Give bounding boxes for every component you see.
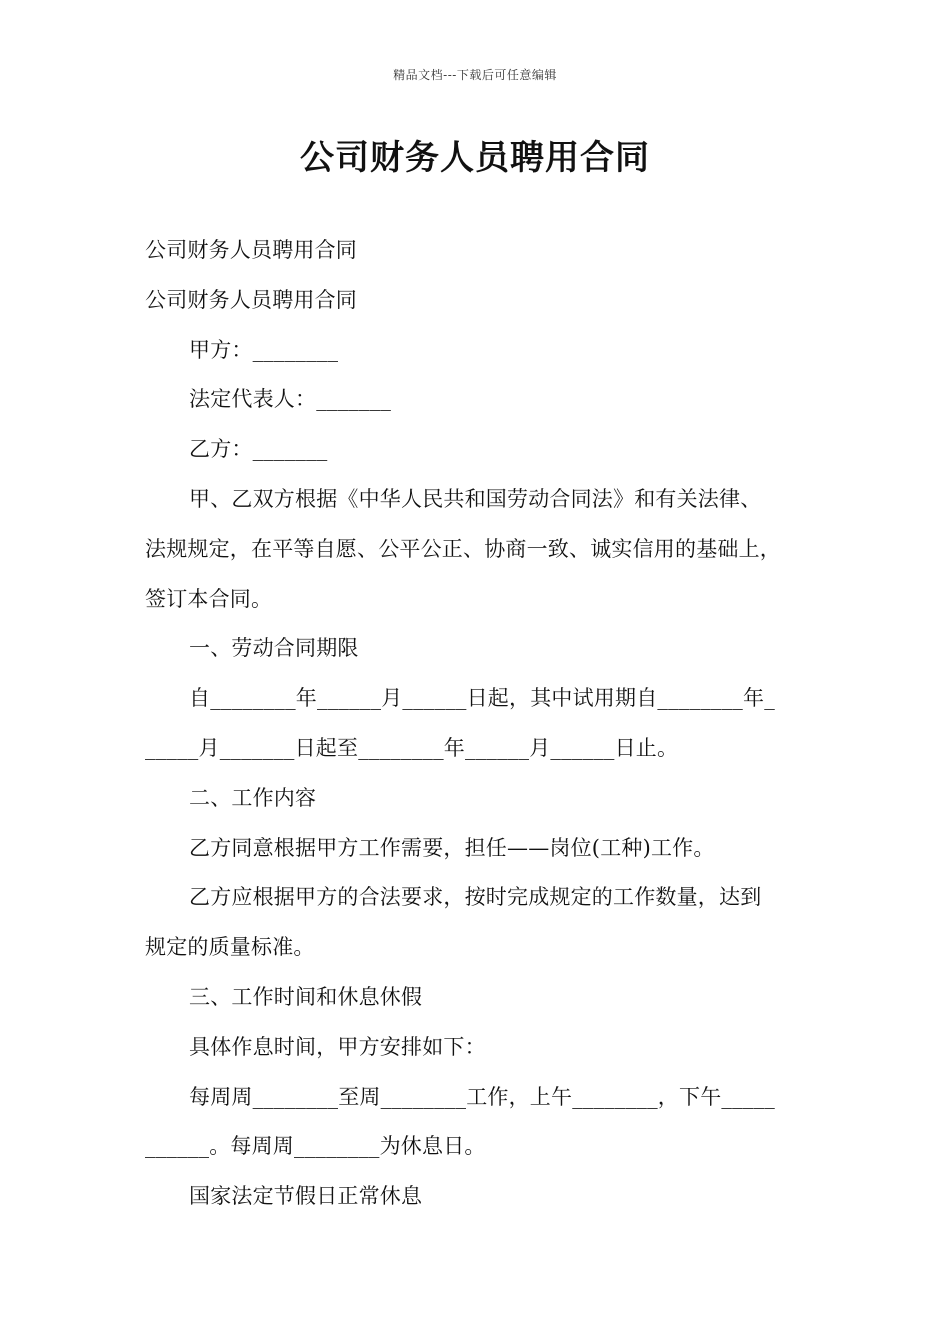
preamble-line: 法规规定，在平等自愿、公平公正、协商一致、诚实信用的基础上， [145,536,781,561]
subtitle-line: 公司财务人员聘用合同 [145,287,357,312]
term-line: 自________年______月______日起，其中试用期自________年_ [189,686,775,711]
work-content-line: 乙方同意根据甲方工作需要，担任——岗位(工种)工作。 [189,835,715,860]
term-line: _____月_______日起至________年______月______日止。 [145,735,679,760]
section-heading: 三、工作时间和休息休假 [189,984,423,1009]
holiday-line: 国家法定节假日正常休息 [189,1184,423,1209]
work-content-line: 乙方应根据甲方的合法要求，按时完成规定的工作数量，达到 [189,885,762,910]
subtitle-line: 公司财务人员聘用合同 [145,238,357,262]
section-heading: 一、劳动合同期限 [189,636,359,661]
work-content-line: 规定的质量标准。 [145,935,315,960]
preamble-line: 签订本合同。 [145,586,273,611]
header-watermark: 精品文档---下载后可任意编辑 [393,68,557,82]
schedule-line: 具体作息时间，甲方安排如下： [189,1034,486,1059]
schedule-line: ______。每周周________为休息日。 [145,1134,486,1159]
party-a-line: 甲方：________ [189,337,339,362]
document-title: 公司财务人员聘用合同 [300,138,650,178]
schedule-line: 每周周________至周________工作，上午________，下午_____ [189,1084,775,1109]
section-heading: 二、工作内容 [189,785,317,810]
preamble-line: 甲、乙双方根据《中华人民共和国劳动合同法》和有关法律、 [189,486,762,511]
document-body [145,226,825,1222]
legal-rep-line: 法定代表人：_______ [189,387,392,412]
party-b-line: 乙方：_______ [189,437,328,462]
